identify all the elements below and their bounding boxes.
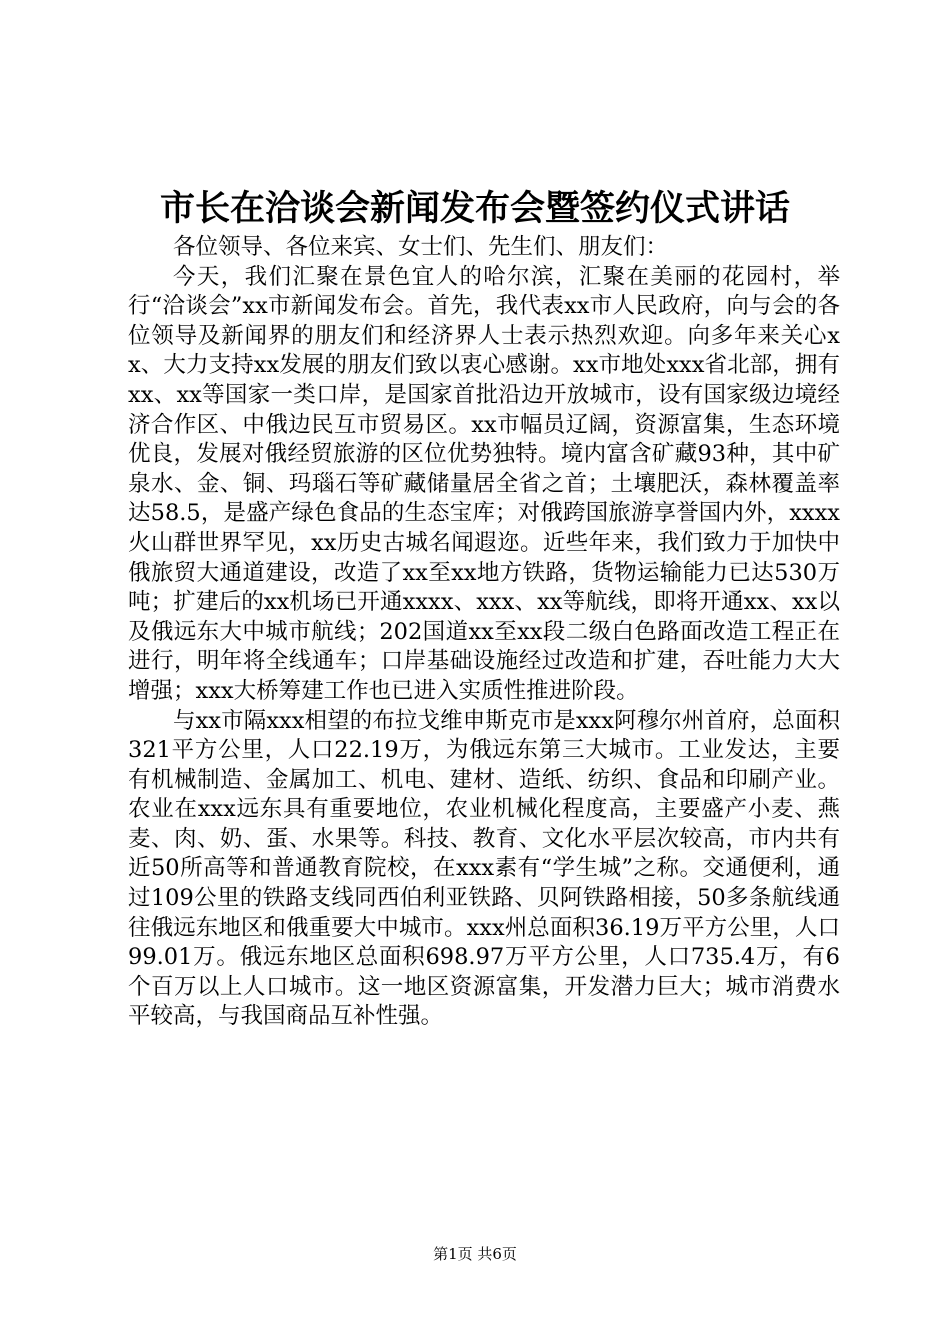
greeting-paragraph: 各位领导、各位来宾、女士们、先生们、朋友们：	[173, 234, 669, 260]
page-footer: 第1页 共6页	[433, 1245, 517, 1263]
body-paragraph: 与xx市隔xxx相望的布拉戈维申斯克市是xxx阿穆尔州首府，总面积321平方公里，人口22.19万，为俄远东第三大城市。工业发达，主要有机械制造、金属加工、机电、建材、造纸、纺织、食品和印刷产业。农业在xxx远东具有重要地位，农业机械化程度高，主要盛产小麦、燕麦、肉、奶、蛋、水果等。科技、教育、文化水平层次较高，市内共有近50所高等和普通教育院校，在xxx素有“学生城”之称。交通便利，通过109公里的铁路支线同西伯利亚铁路、贝阿铁路相接，50多条航线通往俄远东地区和俄重要大中城市。xxx州总面积36.19万平方公里，人口99.01万。俄远东地区总面积698.97万平方公里，人口735.4万，有6个百万以上人口城市。这一地区资源富集，开发潜力巨大；城市消费水平较高，与我国商品互补性强。	[128, 707, 840, 1030]
document-body	[128, 233, 840, 1032]
document-title: 市长在洽谈会新闻发布会暨签约仪式讲话	[159, 189, 790, 229]
body-paragraph: 今天，我们汇聚在景色宜人的哈尔滨，汇聚在美丽的花园村，举行“洽谈会”xx市新闻发布会。首先，我代表xx市人民政府，向与会的各位领导及新闻界的朋友们和经济界人士表示热烈欢迎。向多年来关心xx、大力支持xx发展的朋友们致以衷心感谢。xx市地处xxx省北部，拥有xx、xx等国家一类口岸，是国家首批沿边开放城市，设有国家级边境经济合作区、中俄边民互市贸易区。xx市幅员辽阔，资源富集，生态环境优良，发展对俄经贸旅游的区位优势独特。境内富含矿藏93种，其中矿泉水、金、铜、玛瑙石等矿藏储量居全省之首；土壤肥沃，森林覆盖率达58.5，是盛产绿色食品的生态宝库；对俄跨国旅游享誉国内外，xxxx火山群世界罕见，xx历史古城名闻遐迩。近些年来，我们致力于加快中俄旅贸大通道建设，改造了xx至xx地方铁路，货物运输能力已达530万吨；扩建后的xx机场已开通xxxx、xxx、xx等航线，即将开通xx、xx以及俄远东大中城市航线；202国道xx至xx段二级白色路面改造工程正在进行，明年将全线通车；口岸基础设施经过改造和扩建，吞吐能力大大增强；xxx大桥筹建工作也已进入实质性推进阶段。	[128, 263, 840, 704]
